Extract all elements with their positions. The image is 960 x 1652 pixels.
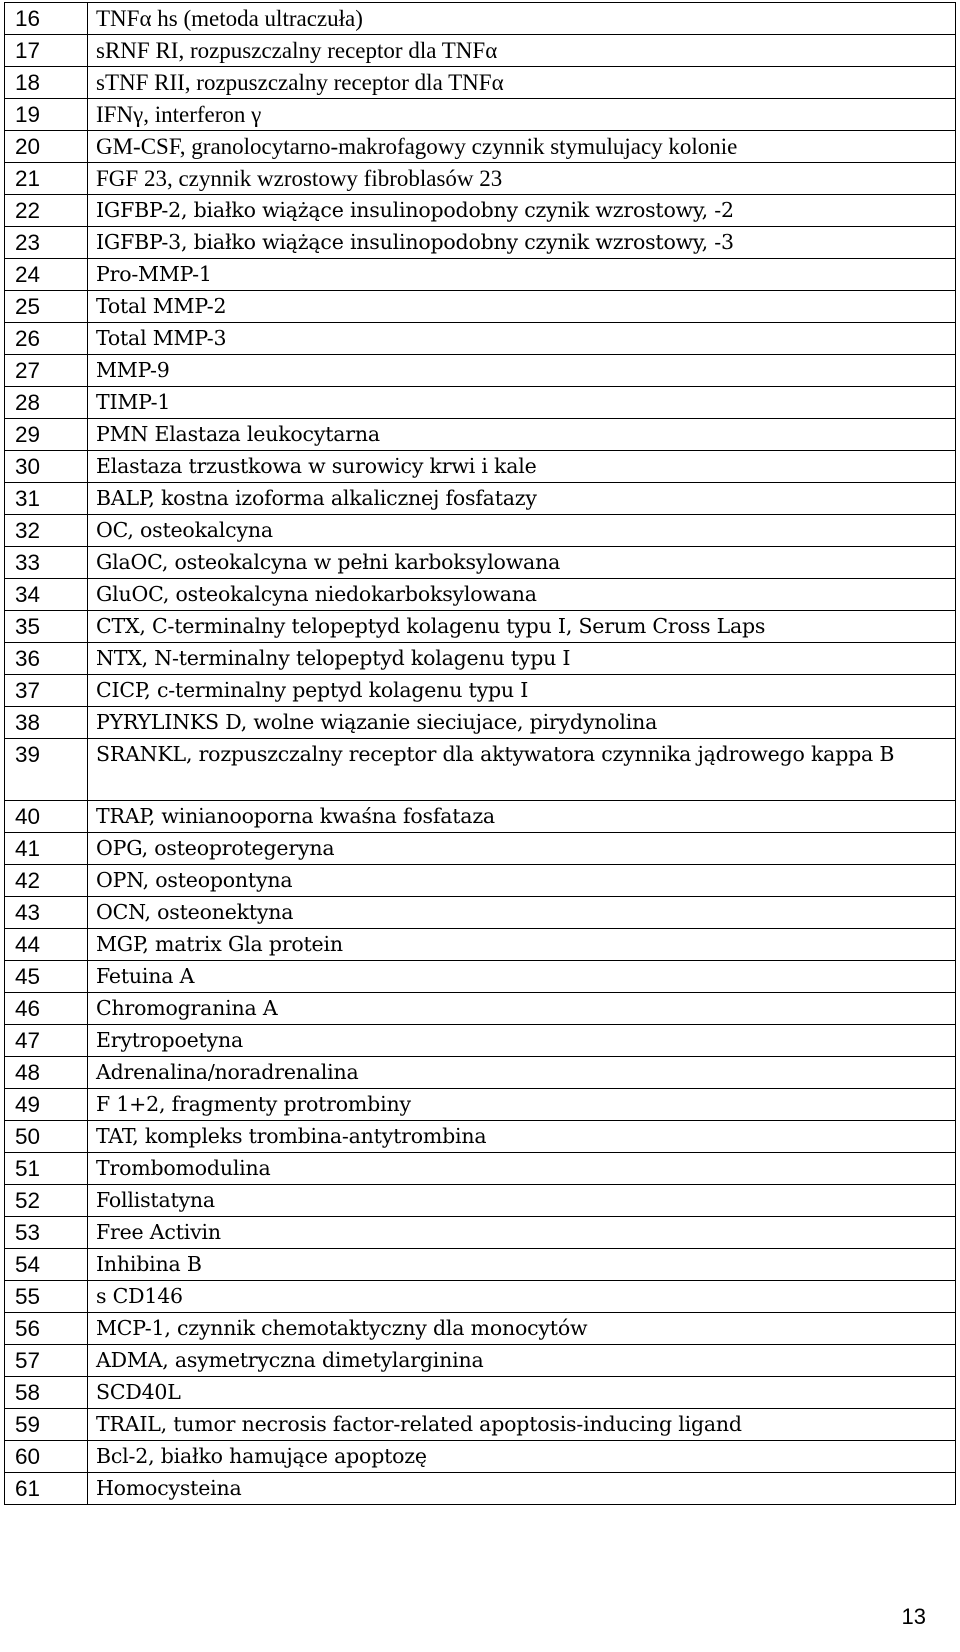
row-number: 35: [5, 611, 88, 643]
row-number: 17: [5, 35, 88, 67]
row-description: GluOC, osteokalcyna niedokarboksylowana: [88, 579, 956, 611]
row-number: 49: [5, 1089, 88, 1121]
table-row: [5, 833, 956, 865]
row-number: 40: [5, 801, 88, 833]
row-description: PMN Elastaza leukocytarna: [88, 419, 956, 451]
row-number: 52: [5, 1185, 88, 1217]
row-description: IFNγ, interferon γ: [88, 99, 956, 131]
table-row: [5, 355, 956, 387]
row-number: 31: [5, 483, 88, 515]
row-description: Total MMP-3: [88, 323, 956, 355]
row-number: 50: [5, 1121, 88, 1153]
table-row: [5, 131, 956, 163]
table-row: [5, 611, 956, 643]
row-number: 30: [5, 451, 88, 483]
table-row: [5, 195, 956, 227]
table-row: [5, 1409, 956, 1441]
row-number: 61: [5, 1473, 88, 1505]
row-description: Elastaza trzustkowa w surowicy krwi i kale: [88, 451, 956, 483]
row-number: 53: [5, 1217, 88, 1249]
row-number: 58: [5, 1377, 88, 1409]
row-number: 32: [5, 515, 88, 547]
row-description: s CD146: [88, 1281, 956, 1313]
row-number: 18: [5, 67, 88, 99]
table-row: [5, 929, 956, 961]
row-number: 21: [5, 163, 88, 195]
table-row: [5, 291, 956, 323]
table-row: [5, 865, 956, 897]
table-row: [5, 897, 956, 929]
table-row: [5, 1281, 956, 1313]
row-number: 29: [5, 419, 88, 451]
row-description: Adrenalina/noradrenalina: [88, 1057, 956, 1089]
row-number: 24: [5, 259, 88, 291]
row-number: 46: [5, 993, 88, 1025]
row-number: 38: [5, 707, 88, 739]
table-row: [5, 1089, 956, 1121]
row-number: 56: [5, 1313, 88, 1345]
table-row: [5, 323, 956, 355]
row-description: GlaOC, osteokalcyna w pełni karboksylowana: [88, 547, 956, 579]
table-row: [5, 1185, 956, 1217]
row-number: 48: [5, 1057, 88, 1089]
row-number: 45: [5, 961, 88, 993]
row-description: OPN, osteopontyna: [88, 865, 956, 897]
row-description: sRNF RI, rozpuszczalny receptor dla TNFα: [88, 35, 956, 67]
row-number: 19: [5, 99, 88, 131]
table-row: [5, 515, 956, 547]
row-description: GM-CSF, granolocytarno-makrofagowy czynnik stymulujacy kolonie: [88, 131, 956, 163]
row-description: IGFBP-2, białko wiążące insulinopodobny czynik wzrostowy, -2: [88, 195, 956, 227]
row-number: 60: [5, 1441, 88, 1473]
row-description: Fetuina A: [88, 961, 956, 993]
row-number: 59: [5, 1409, 88, 1441]
row-number: 20: [5, 131, 88, 163]
row-description: Total MMP-2: [88, 291, 956, 323]
table-row: [5, 961, 956, 993]
table-row: [5, 419, 956, 451]
table-row: [5, 1121, 956, 1153]
row-description: F 1+2, fragmenty protrombiny: [88, 1089, 956, 1121]
row-number: 47: [5, 1025, 88, 1057]
row-number: 27: [5, 355, 88, 387]
row-description: MGP, matrix Gla protein: [88, 929, 956, 961]
table-row: [5, 739, 956, 801]
row-description: ADMA, asymetryczna dimetylarginina: [88, 1345, 956, 1377]
row-description: CICP, c-terminalny peptyd kolagenu typu I: [88, 675, 956, 707]
row-description: Homocysteina: [88, 1473, 956, 1505]
row-number: 51: [5, 1153, 88, 1185]
row-description: Follistatyna: [88, 1185, 956, 1217]
row-description: BALP, kostna izoforma alkalicznej fosfatazy: [88, 483, 956, 515]
row-number: 33: [5, 547, 88, 579]
table-row: [5, 1377, 956, 1409]
row-description: CTX, C-terminalny telopeptyd kolagenu typu I, Serum Cross Laps: [88, 611, 956, 643]
table-row: [5, 1313, 956, 1345]
row-description: OCN, osteonektyna: [88, 897, 956, 929]
marker-list-table: [4, 2, 956, 1505]
row-number: 34: [5, 579, 88, 611]
table-row: [5, 259, 956, 291]
table-row: [5, 1441, 956, 1473]
table-row: [5, 35, 956, 67]
row-description: Free Activin: [88, 1217, 956, 1249]
table-row: [5, 387, 956, 419]
table-row: [5, 547, 956, 579]
row-description: SRANKL, rozpuszczalny receptor dla aktywatora czynnika jądrowego kappa B: [88, 739, 956, 801]
table-row: [5, 227, 956, 259]
row-number: 44: [5, 929, 88, 961]
row-number: 43: [5, 897, 88, 929]
row-number: 41: [5, 833, 88, 865]
marker-list-body: [5, 3, 956, 1505]
row-description: sTNF RII, rozpuszczalny receptor dla TNFα: [88, 67, 956, 99]
row-description: TRAIL, tumor necrosis factor-related apoptosis-inducing ligand: [88, 1409, 956, 1441]
row-number: 39: [5, 739, 88, 801]
table-row: [5, 1025, 956, 1057]
row-description: TNFα hs (metoda ultraczuła): [88, 3, 956, 35]
row-number: 26: [5, 323, 88, 355]
row-number: 37: [5, 675, 88, 707]
row-description: TAT, kompleks trombina-antytrombina: [88, 1121, 956, 1153]
row-number: 57: [5, 1345, 88, 1377]
table-row: [5, 1217, 956, 1249]
row-description: TRAP, winianooporna kwaśna fosfataza: [88, 801, 956, 833]
row-description: IGFBP-3, białko wiążące insulinopodobny czynik wzrostowy, -3: [88, 227, 956, 259]
row-description: MMP-9: [88, 355, 956, 387]
row-description: SCD40L: [88, 1377, 956, 1409]
row-description: Inhibina B: [88, 1249, 956, 1281]
table-row: [5, 801, 956, 833]
row-number: 36: [5, 643, 88, 675]
table-row: [5, 451, 956, 483]
row-number: 25: [5, 291, 88, 323]
row-description: MCP-1, czynnik chemotaktyczny dla monocytów: [88, 1313, 956, 1345]
row-number: 22: [5, 195, 88, 227]
row-description: NTX, N-terminalny telopeptyd kolagenu typu I: [88, 643, 956, 675]
table-row: [5, 707, 956, 739]
table-row: [5, 163, 956, 195]
row-description: FGF 23, czynnik wzrostowy fibroblasów 23: [88, 163, 956, 195]
row-number: 42: [5, 865, 88, 897]
table-row: [5, 675, 956, 707]
row-description: OPG, osteoprotegeryna: [88, 833, 956, 865]
row-description: Trombomodulina: [88, 1153, 956, 1185]
table-row: [5, 67, 956, 99]
table-row: [5, 1249, 956, 1281]
table-row: [5, 579, 956, 611]
table-row: [5, 3, 956, 35]
table-row: [5, 643, 956, 675]
row-number: 28: [5, 387, 88, 419]
row-description: PYRYLINKS D, wolne wiązanie sieciujace, pirydynolina: [88, 707, 956, 739]
row-description: OC, osteokalcyna: [88, 515, 956, 547]
row-number: 55: [5, 1281, 88, 1313]
row-number: 16: [5, 3, 88, 35]
table-row: [5, 99, 956, 131]
row-description: Chromogranina A: [88, 993, 956, 1025]
table-row: [5, 993, 956, 1025]
page-number: 13: [901, 1604, 926, 1629]
row-description: Erytropoetyna: [88, 1025, 956, 1057]
row-number: 54: [5, 1249, 88, 1281]
table-row: [5, 1345, 956, 1377]
table-row: [5, 483, 956, 515]
table-row: [5, 1153, 956, 1185]
row-description: Bcl-2, białko hamujące apoptozę: [88, 1441, 956, 1473]
table-row: [5, 1057, 956, 1089]
row-description: Pro-MMP-1: [88, 259, 956, 291]
row-description: TIMP-1: [88, 387, 956, 419]
row-number: 23: [5, 227, 88, 259]
table-row: [5, 1473, 956, 1505]
